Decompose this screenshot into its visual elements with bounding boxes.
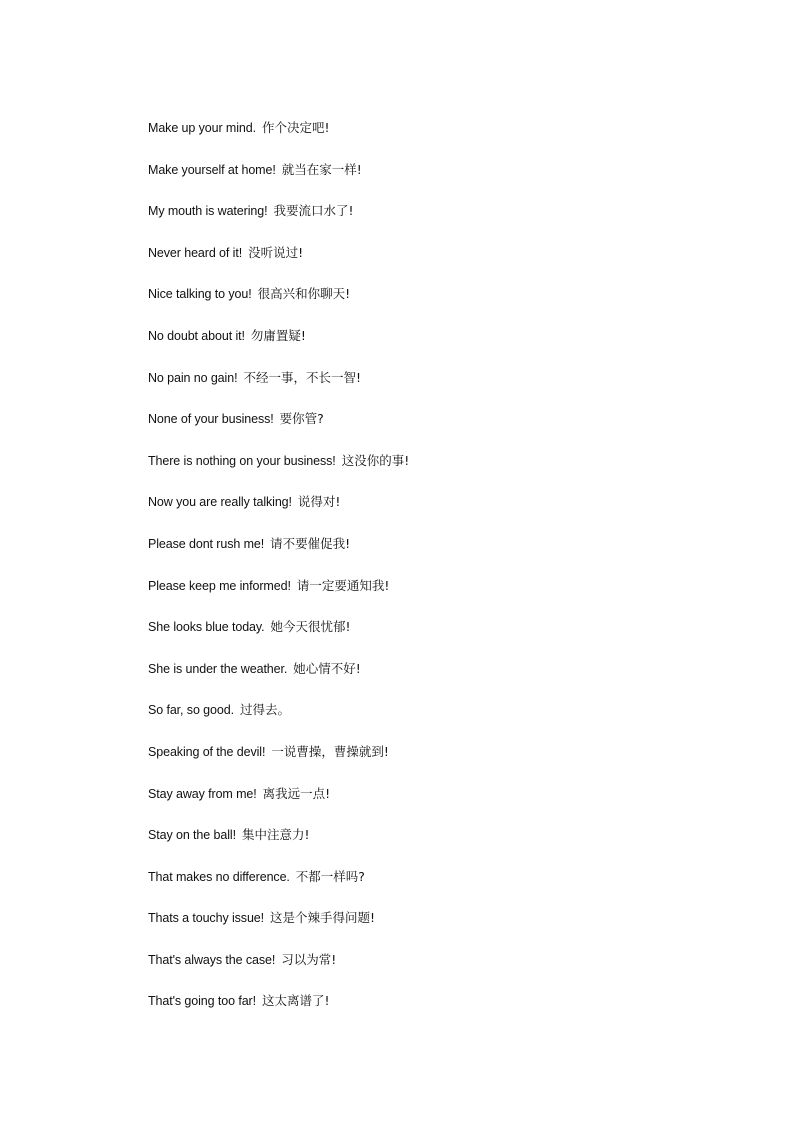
chinese-translation: 我要流口水了! (273, 203, 354, 219)
english-phrase: Nice talking to you! (148, 287, 252, 302)
chinese-translation: 她今天很忧郁! (270, 619, 351, 635)
phrase-line (148, 326, 409, 368)
chinese-translation: 不都一样吗? (295, 868, 365, 884)
chinese-translation: 习以为常! (281, 951, 337, 967)
phrase-line (148, 160, 409, 202)
phrase-line (148, 659, 409, 701)
english-phrase: My mouth is watering! (148, 204, 268, 219)
english-phrase: She is under the weather. (148, 661, 288, 676)
phrase-line (148, 867, 409, 909)
english-phrase: That makes no difference. (148, 869, 290, 884)
phrase-line (148, 576, 409, 618)
phrase-line (148, 284, 409, 326)
chinese-translation: 很高兴和你聊天! (257, 286, 351, 302)
phrase-line (148, 534, 409, 576)
chinese-translation: 这是个辣手得问题! (270, 910, 376, 926)
phrase-line (148, 201, 409, 243)
chinese-translation: 说得对! (297, 494, 341, 510)
phrase-line (148, 492, 409, 534)
english-phrase: Now you are really talking! (148, 495, 292, 510)
english-phrase: No pain no gain! (148, 370, 238, 385)
phrase-line (148, 700, 409, 742)
phrase-line (148, 991, 409, 1033)
chinese-translation: 集中注意力! (241, 827, 310, 843)
phrase-line (148, 742, 409, 784)
english-phrase: Please keep me informed! (148, 578, 291, 593)
phrase-line (148, 451, 409, 493)
chinese-translation: 这没你的事! (341, 452, 410, 468)
english-phrase: Never heard of it! (148, 245, 243, 260)
phrase-line (148, 118, 409, 160)
english-phrase: None of your business! (148, 412, 274, 427)
chinese-translation: 不经一事，不长一智! (243, 369, 361, 385)
chinese-translation: 没听说过! (248, 244, 304, 260)
english-phrase: Thats a touchy issue! (148, 911, 265, 926)
chinese-translation: 要你管? (279, 411, 324, 427)
english-phrase: Please dont rush me! (148, 536, 265, 551)
english-phrase: Speaking of the devil! (148, 744, 266, 759)
phrase-line (148, 825, 409, 867)
phrase-list (148, 118, 409, 1033)
english-phrase: Stay on the ball! (148, 828, 236, 843)
chinese-translation: 作个决定吧! (261, 120, 330, 135)
english-phrase: That's always the case! (148, 952, 276, 967)
english-phrase: There is nothing on your business! (148, 453, 336, 468)
chinese-translation: 就当在家一样! (281, 161, 362, 177)
english-phrase: She looks blue today. (148, 620, 265, 635)
chinese-translation: 一说曹操，曹操就到! (271, 743, 389, 759)
phrase-line (148, 368, 409, 410)
english-phrase: No doubt about it! (148, 328, 245, 343)
chinese-translation: 过得去。 (239, 702, 290, 718)
chinese-translation: 请不要催促我! (270, 535, 351, 551)
chinese-translation: 她心情不好! (293, 660, 361, 676)
phrase-line (148, 950, 409, 992)
chinese-translation: 勿庸置疑! (250, 327, 306, 343)
english-phrase: So far, so good. (148, 703, 234, 718)
chinese-translation: 离我远一点! (262, 785, 331, 801)
phrase-line (148, 784, 409, 826)
english-phrase: Stay away from me! (148, 786, 257, 801)
phrase-line (148, 409, 409, 451)
english-phrase: Make yourself at home! (148, 162, 276, 177)
chinese-translation: 这太离谱了! (262, 993, 330, 1009)
english-phrase: Make up your mind. (148, 121, 256, 135)
chinese-translation: 请一定要通知我! (296, 577, 390, 593)
phrase-line (148, 617, 409, 659)
english-phrase: That's going too far! (148, 994, 256, 1009)
phrase-line (148, 908, 409, 950)
phrase-line (148, 243, 409, 285)
